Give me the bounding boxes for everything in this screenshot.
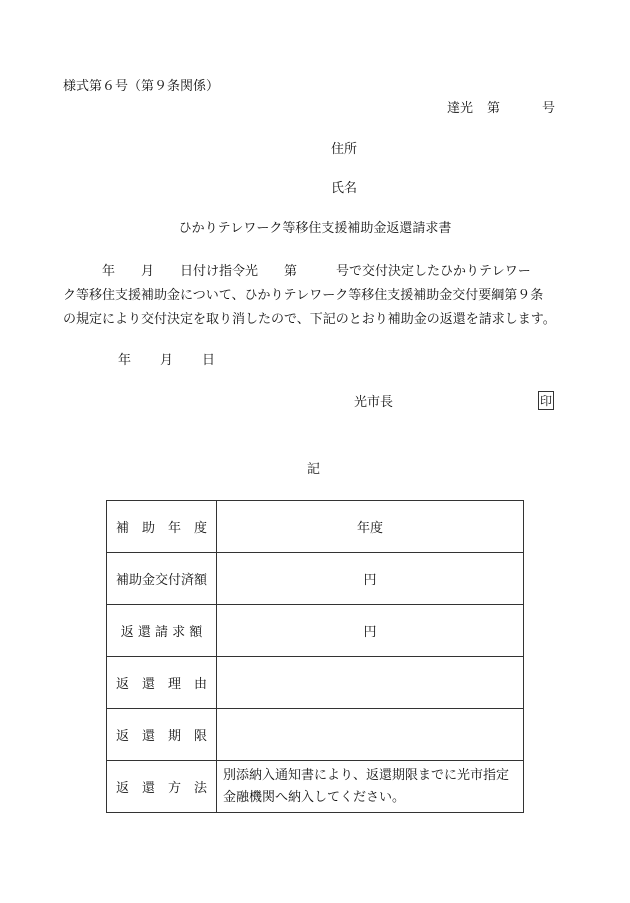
form-number: 様式第６号（第９条関係） — [63, 79, 220, 94]
row-value-refund-deadline — [217, 709, 524, 761]
row-label-paid-amount: 補助金交付済額 — [107, 553, 217, 605]
row-label-refund-amount: 返 還 請 求 額 — [107, 605, 217, 657]
ki-heading: 記 — [307, 462, 321, 477]
name-label: 氏名 — [331, 181, 358, 196]
document-title: ひかりテレワーク等移住支援補助金返還請求書 — [178, 221, 452, 236]
address-label: 住所 — [331, 142, 358, 157]
row-value-subsidy-year: 年度 — [217, 501, 524, 553]
table-row — [107, 605, 524, 657]
body-line-3: の規定により交付決定を取り消したので、下記のとおり補助金の返還を請求します。 — [63, 312, 556, 327]
document-number — [447, 102, 555, 115]
date-year: 年 — [118, 353, 132, 368]
table-row — [107, 553, 524, 605]
row-label-refund-reason: 返 還 理 由 — [107, 657, 217, 709]
date-row — [118, 354, 215, 367]
refund-method-line-2: 金融機関へ納入してください。 — [223, 789, 406, 805]
date-month: 月 — [160, 353, 174, 368]
row-label-refund-deadline: 返 還 期 限 — [107, 709, 217, 761]
body-line-1: 年 月 日付け指令光 第 号で交付決定したひかりテレワー — [63, 264, 531, 279]
seal-mark: 印 — [538, 391, 554, 410]
doc-number-dai: 第 — [487, 101, 501, 116]
table-row — [107, 501, 524, 553]
table-row — [107, 657, 524, 709]
date-day: 日 — [202, 353, 216, 368]
row-label-refund-method: 返 還 方 法 — [107, 761, 217, 813]
doc-number-go: 号 — [542, 101, 556, 116]
row-value-refund-reason — [217, 657, 524, 709]
table-row — [107, 761, 524, 813]
row-label-subsidy-year: 補 助 年 度 — [107, 501, 217, 553]
row-value-refund-amount: 円 — [217, 605, 524, 657]
refund-method-line-1: 別添納入通知書により、返還期限までに光市指定 — [223, 767, 510, 783]
doc-number-prefix: 達光 — [447, 101, 474, 116]
table-row — [107, 709, 524, 761]
row-value-paid-amount: 円 — [217, 553, 524, 605]
body-line-2: ク等移住支援補助金について、ひかりテレワーク等移住支援補助金交付要綱第９条 — [63, 288, 544, 303]
refund-details-table — [106, 500, 524, 813]
mayor-label: 光市長 — [354, 395, 394, 410]
row-value-refund-method — [217, 761, 524, 813]
